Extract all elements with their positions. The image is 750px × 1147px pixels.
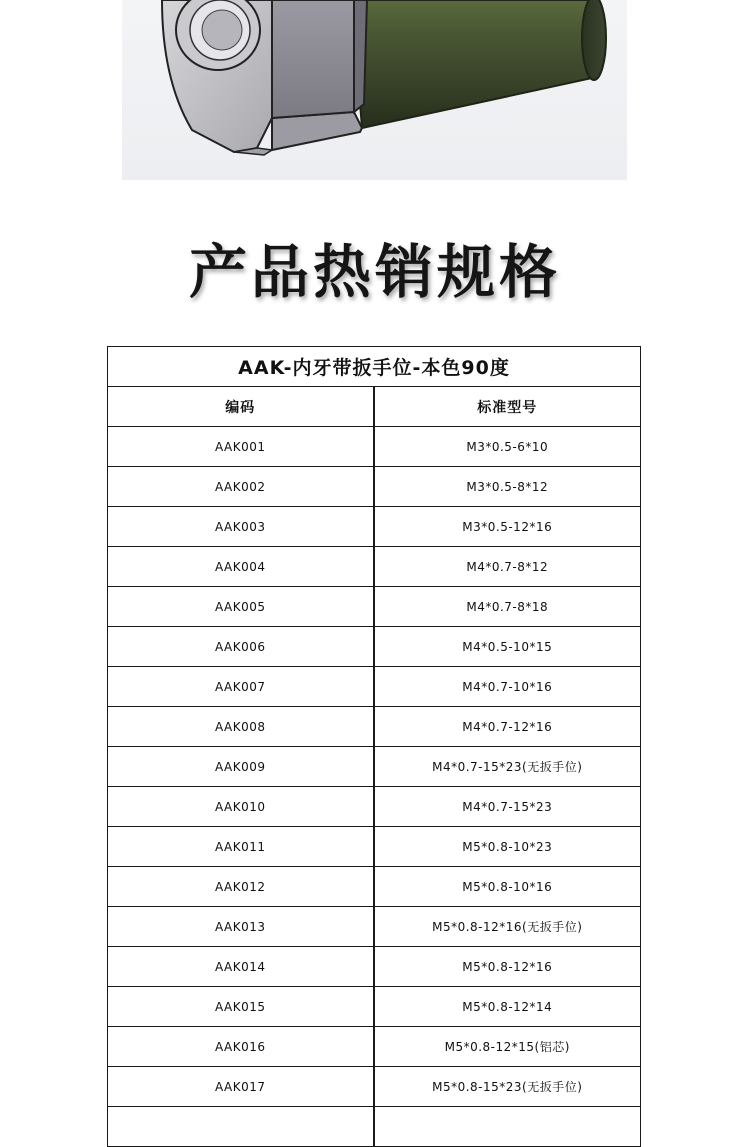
- table-row: [108, 787, 641, 827]
- cell-model: M5*0.8-10*16: [374, 867, 641, 907]
- cell-code: AAK001: [108, 427, 374, 467]
- cell-model: M5*0.8-10*23: [374, 827, 641, 867]
- table-caption: AAK-内牙带扳手位-本色90度: [108, 347, 641, 387]
- cell-model: M4*0.7-15*23(无扳手位): [374, 747, 641, 787]
- cell-code: [108, 1107, 374, 1147]
- cell-model: M5*0.8-12*14: [374, 987, 641, 1027]
- table-header-row: [108, 387, 641, 427]
- table-row: [108, 1067, 641, 1107]
- cell-code: AAK004: [108, 547, 374, 587]
- table-row: [108, 1027, 641, 1067]
- cell-model: M4*0.7-10*16: [374, 667, 641, 707]
- table-row: [108, 867, 641, 907]
- table-row: [108, 747, 641, 787]
- cell-code: AAK007: [108, 667, 374, 707]
- cell-model: M5*0.8-12*15(铝芯): [374, 1027, 641, 1067]
- cell-code: AAK003: [108, 507, 374, 547]
- column-header-code: 编码: [108, 387, 374, 427]
- cell-code: AAK014: [108, 947, 374, 987]
- cell-code: AAK010: [108, 787, 374, 827]
- knob-nut-3d-render-icon: [122, 0, 627, 180]
- table-row: [108, 667, 641, 707]
- cell-model: M3*0.5-12*16: [374, 507, 641, 547]
- cell-code: AAK016: [108, 1027, 374, 1067]
- cell-code: AAK009: [108, 747, 374, 787]
- cell-code: AAK013: [108, 907, 374, 947]
- cell-model: M5*0.8-12*16(无扳手位): [374, 907, 641, 947]
- table-row: [108, 1107, 641, 1147]
- table-row: [108, 467, 641, 507]
- table-row: [108, 707, 641, 747]
- table-row: [108, 587, 641, 627]
- cell-code: AAK017: [108, 1067, 374, 1107]
- table-row: [108, 507, 641, 547]
- table-row: [108, 907, 641, 947]
- cell-code: AAK015: [108, 987, 374, 1027]
- table-row: [108, 827, 641, 867]
- cell-code: AAK008: [108, 707, 374, 747]
- table-caption-row: [108, 347, 641, 387]
- cell-model: M5*0.8-12*16: [374, 947, 641, 987]
- page-title: 产品热销规格: [188, 238, 561, 306]
- cell-code: AAK012: [108, 867, 374, 907]
- table-row: [108, 627, 641, 667]
- cell-model: M4*0.7-12*16: [374, 707, 641, 747]
- table-row: [108, 547, 641, 587]
- product-render-image: [122, 0, 627, 180]
- spec-table: [107, 346, 641, 1147]
- cell-model: M4*0.5-10*15: [374, 627, 641, 667]
- cell-model: M3*0.5-6*10: [374, 427, 641, 467]
- column-header-model: 标准型号: [374, 387, 641, 427]
- cell-model: M3*0.5-8*12: [374, 467, 641, 507]
- cell-code: AAK011: [108, 827, 374, 867]
- cell-model: M4*0.7-8*18: [374, 587, 641, 627]
- cell-model: [374, 1107, 641, 1147]
- cell-code: AAK006: [108, 627, 374, 667]
- cell-model: M4*0.7-15*23: [374, 787, 641, 827]
- cell-code: AAK005: [108, 587, 374, 627]
- table-row: [108, 987, 641, 1027]
- cell-model: M5*0.8-15*23(无扳手位): [374, 1067, 641, 1107]
- table-row: [108, 427, 641, 467]
- cell-model: M4*0.7-8*12: [374, 547, 641, 587]
- cell-code: AAK002: [108, 467, 374, 507]
- table-row: [108, 947, 641, 987]
